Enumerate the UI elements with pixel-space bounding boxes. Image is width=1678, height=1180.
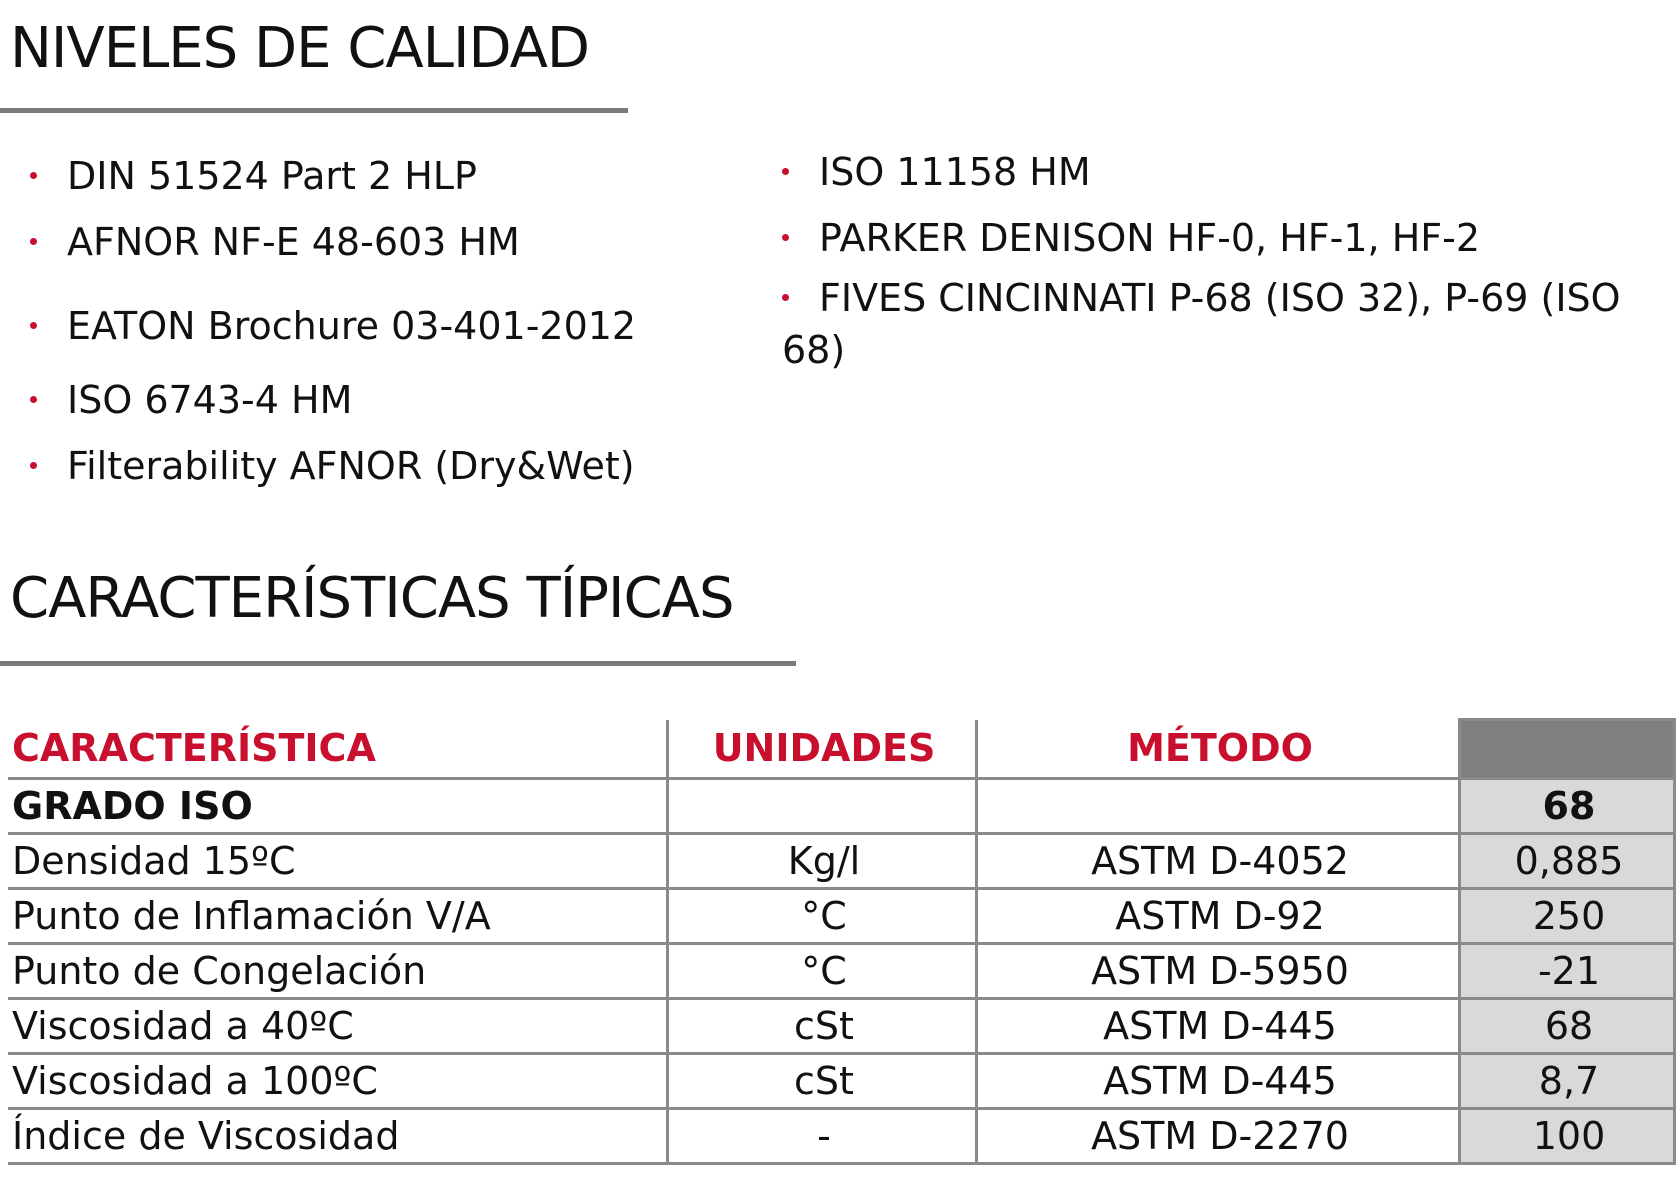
quality-item: ISO 11158 HM <box>782 146 1091 198</box>
quality-item: EATON Brochure 03-401-2012 <box>30 300 636 352</box>
cell-method: ASTM D-5950 <box>977 944 1460 999</box>
cell-units: - <box>668 1109 977 1164</box>
quality-item: DIN 51524 Part 2 HLP <box>30 150 477 202</box>
header-units: UNIDADES <box>668 720 977 779</box>
cell-characteristic: Punto de Inflamación V/A <box>8 889 668 944</box>
quality-levels-divider <box>0 108 628 113</box>
cell-method <box>977 779 1460 834</box>
table-row <box>8 1109 1675 1164</box>
typical-characteristics-title: CARACTERÍSTICAS TÍPICAS <box>10 566 734 631</box>
header-characteristic: CARACTERÍSTICA <box>8 720 668 779</box>
cell-units <box>668 779 977 834</box>
bullet-icon <box>30 396 37 403</box>
bullet-icon <box>30 462 37 469</box>
cell-method: ASTM D-445 <box>977 1054 1460 1109</box>
cell-units: °C <box>668 889 977 944</box>
quality-item: ISO 6743-4 HM <box>30 374 352 426</box>
table-header-row <box>8 720 1675 779</box>
bullet-icon <box>782 294 789 301</box>
cell-units: cSt <box>668 999 977 1054</box>
cell-characteristic: GRADO ISO <box>8 779 668 834</box>
cell-characteristic: Punto de Congelación <box>8 944 668 999</box>
header-method: MÉTODO <box>977 720 1460 779</box>
cell-value: 68 <box>1460 999 1675 1054</box>
bullet-icon <box>782 234 789 241</box>
table-row-grade <box>8 779 1675 834</box>
cell-value: -21 <box>1460 944 1675 999</box>
bullet-icon <box>30 322 37 329</box>
cell-characteristic: Viscosidad a 40ºC <box>8 999 668 1054</box>
cell-units: °C <box>668 944 977 999</box>
cell-value: 0,885 <box>1460 834 1675 889</box>
bullet-icon <box>782 168 789 175</box>
cell-value: 100 <box>1460 1109 1675 1164</box>
quality-levels-title: NIVELES DE CALIDAD <box>10 16 590 81</box>
table-row <box>8 834 1675 889</box>
quality-item: PARKER DENISON HF-0, HF-1, HF-2 <box>782 212 1480 264</box>
cell-method: ASTM D-2270 <box>977 1109 1460 1164</box>
table-row <box>8 1054 1675 1109</box>
typical-characteristics-divider <box>0 661 796 666</box>
cell-value: 68 <box>1460 779 1675 834</box>
bullet-icon <box>30 172 37 179</box>
table-row <box>8 944 1675 999</box>
header-value <box>1460 720 1675 779</box>
cell-method: ASTM D-92 <box>977 889 1460 944</box>
cell-value: 250 <box>1460 889 1675 944</box>
cell-units: cSt <box>668 1054 977 1109</box>
quality-item: FIVES CINCINNATI P-68 (ISO 32), P-69 (ISO 68) <box>782 276 1621 372</box>
cell-characteristic: Viscosidad a 100ºC <box>8 1054 668 1109</box>
specifications-table <box>8 718 1676 1165</box>
quality-item: Filterability AFNOR (Dry&Wet) <box>30 440 635 492</box>
quality-item: AFNOR NF-E 48-603 HM <box>30 216 520 268</box>
bullet-icon <box>30 238 37 245</box>
cell-units: Kg/l <box>668 834 977 889</box>
cell-characteristic: Densidad 15ºC <box>8 834 668 889</box>
table-row <box>8 889 1675 944</box>
cell-method: ASTM D-4052 <box>977 834 1460 889</box>
cell-method: ASTM D-445 <box>977 999 1460 1054</box>
cell-value: 8,7 <box>1460 1054 1675 1109</box>
table-row <box>8 999 1675 1054</box>
cell-characteristic: Índice de Viscosidad <box>8 1109 668 1164</box>
